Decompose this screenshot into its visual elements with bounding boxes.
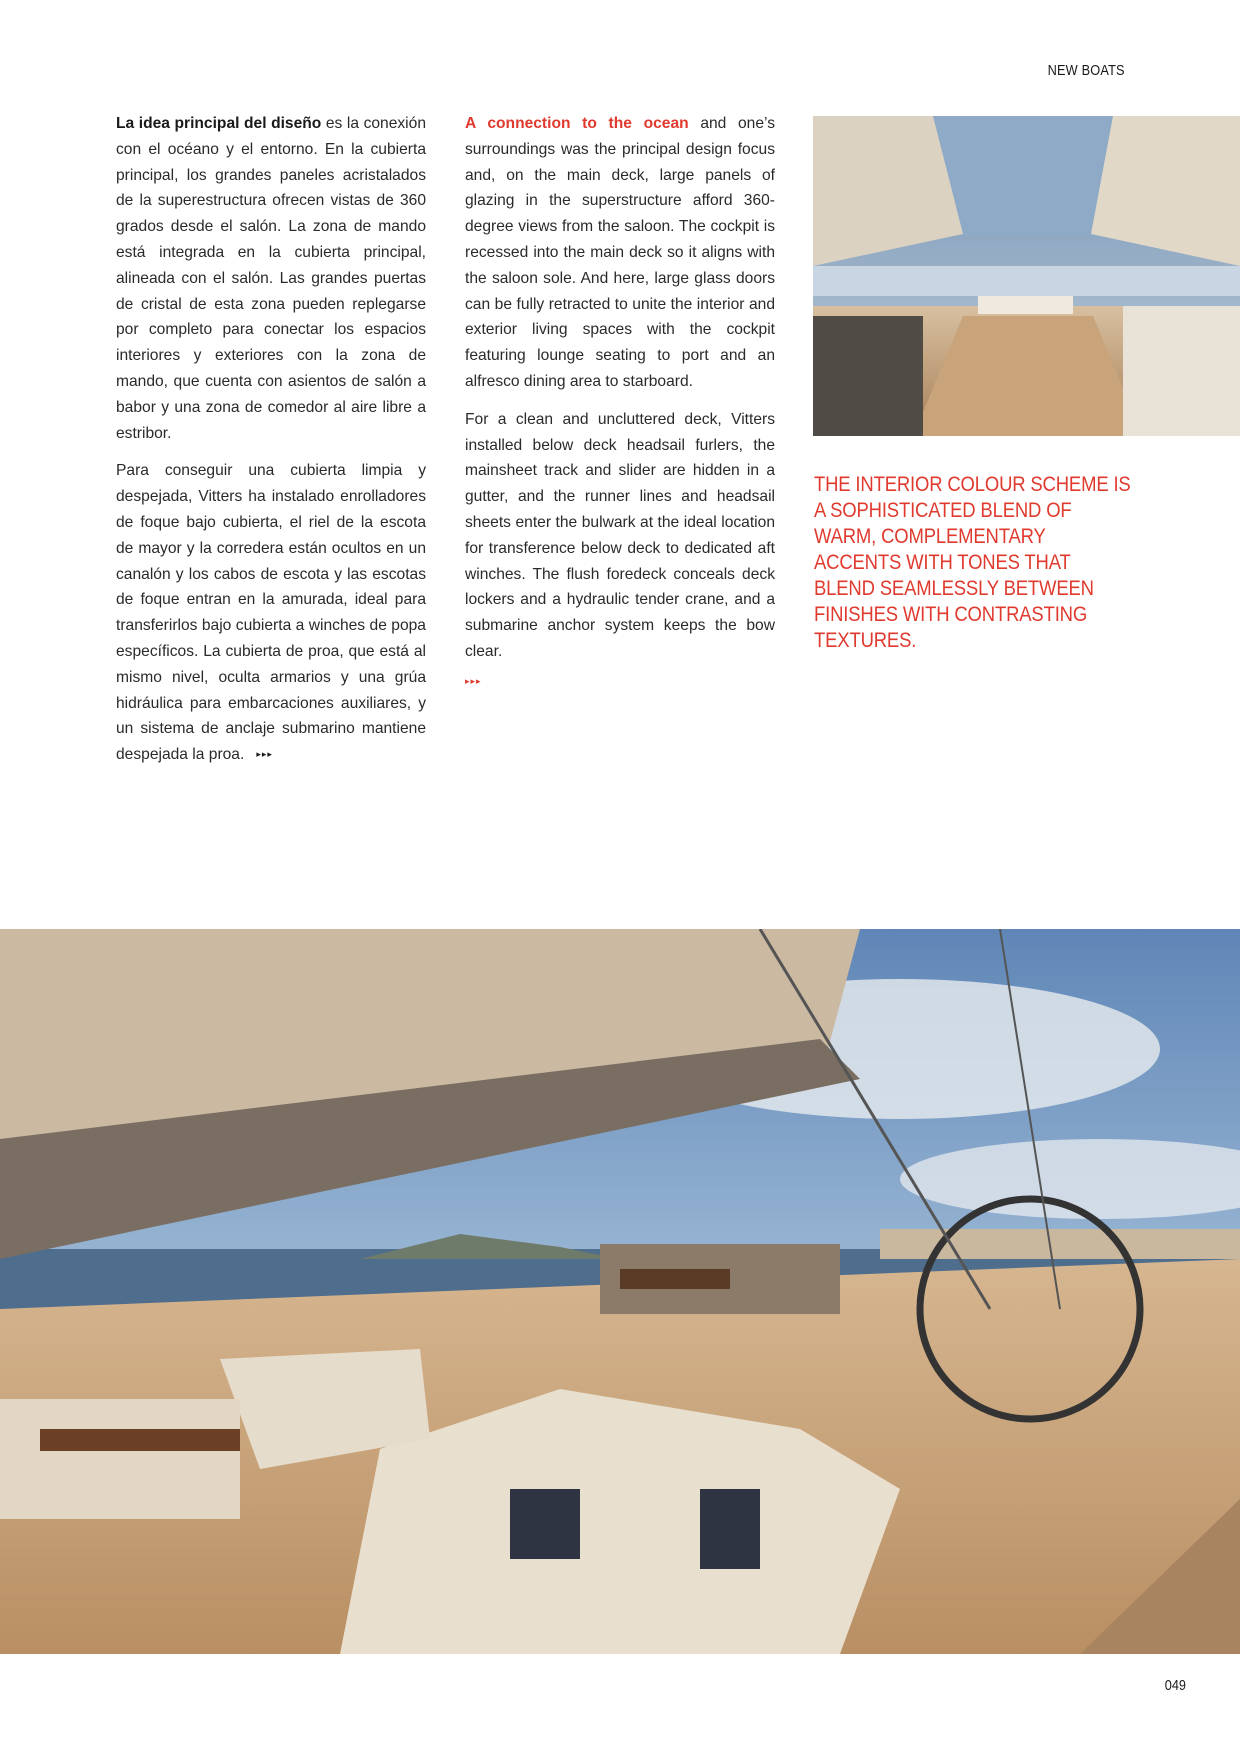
pull-quote: THE INTERIOR COLOUR SCHEME IS A SOPHISTICATED BLEND OF WARM, COMPLEMENTARY ACCENTS WITH TONES THAT BLEND SEAMLESSLY BETWEEN FINISHES WITH CONTRASTING TEXTURES. [814, 472, 1131, 652]
spanish-p1-text: es la conexión con el océano y el entorno. En la cubierta principal, los grandes paneles acristalados de la superestructura ofrecen vistas de 360 grados desde el salón. La zona de mando está integrada en la cubierta principal, alineada con el salón. Las grandes puertas de cristal de esta zona pueden replegarse por completo para conectar los espacios interiores y exteriores con la zona de mando, que cuenta con asientos de salón a babor y una zona de comedor al aire libre a estribor. [116, 115, 426, 442]
spanish-lead: La idea principal del diseño [116, 115, 322, 132]
spanish-p2-text: Para conseguir una cubierta limpia y despejada, Vitters ha instalado enrolladores de foque bajo cubierta, el riel de la escota de mayor y la corredera están ocultos en un canalón y los cabos de escota y las escotas de foque entran en la amurada, ideal para transferirlos bajo cubierta a winches de popa específicos. La cubierta de proa, que está al mismo nivel, oculta armarios y una grúa hidráulica para embarcaciones auxiliares, y un sistema de anclaje submarino mantiene despejada la proa. [116, 462, 426, 764]
spanish-column [116, 111, 426, 780]
english-lead: A connection to the ocean [465, 115, 689, 132]
english-column [465, 111, 775, 695]
english-p1-text: and one’s surroundings was the principal design focus and, on the main deck, large panels of glazing in the superstructure afford 360-degree views from the saloon. The cockpit is recessed into the main deck so it aligns with the saloon sole. And here, large glass doors can be fully retracted to unite the interior and exterior living spaces with the cockpit featuring lounge seating to port and an alfresco dining area to starboard. [465, 115, 776, 390]
deck-cockpit-photo [0, 929, 1240, 1654]
end-mark-icon: ▸▸▸ [256, 749, 273, 760]
english-paragraph-2 [465, 407, 775, 665]
spanish-paragraph-2 [116, 458, 426, 768]
interior-saloon-photo [813, 116, 1240, 436]
section-label: NEW BOATS [1047, 62, 1125, 79]
end-mark-red-icon: ▸▸▸ [465, 675, 482, 686]
page-number: 049 [1164, 1677, 1186, 1694]
english-p2-text: For a clean and uncluttered deck, Vitters installed below deck headsail furlers, the mainsheet track and slider are hidden in a gutter, and the runner lines and headsail sheets enter the bulwark at the ideal location for transference below deck to dedicated aft winches. The flush foredeck conceals deck lockers and a hydraulic tender crane, and a submarine anchor system keeps the bow clear. [465, 410, 775, 660]
spanish-paragraph-1 [116, 111, 426, 446]
english-paragraph-1 [465, 111, 775, 395]
